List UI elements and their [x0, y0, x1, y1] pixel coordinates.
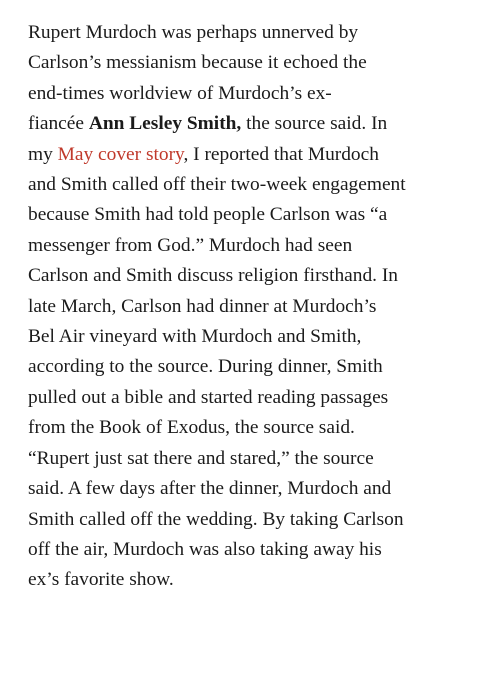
article-line: because Smith had told people Carlson was “a	[28, 204, 388, 226]
article-line: Smith called off the wedding. By taking Carlson	[28, 508, 404, 530]
article-text: the source said. In	[241, 113, 388, 135]
article-line: said. A few days after the dinner, Murdoch and	[28, 478, 392, 500]
article-line: Bel Air vineyard with Murdoch and Smith,	[28, 326, 362, 348]
article-line: according to the source. During dinner, Smith	[28, 356, 383, 378]
article-line: Carlson’s messianism because it echoed the	[28, 52, 367, 74]
article-line: ex’s favorite show.	[28, 569, 174, 591]
article-line: Rupert Murdoch was perhaps unnerved by	[28, 22, 359, 43]
may-cover-story-link[interactable]: May cover story	[57, 143, 184, 165]
article-text: my	[28, 143, 58, 165]
article-line	[28, 140, 467, 170]
article-line: pulled out a bible and started reading passages	[28, 386, 389, 408]
article-line: from the Book of Exodus, the source said.	[28, 417, 355, 439]
article-line: off the air, Murdoch was also taking away his	[28, 538, 382, 560]
article-line	[28, 109, 467, 139]
article-line: “Rupert just sat there and stared,” the source	[28, 447, 374, 469]
person-name-bold: Ann Lesley Smith,	[88, 113, 242, 135]
article-line: and Smith called off their two-week engagement	[28, 174, 406, 196]
article-line: end-times worldview of Murdoch’s ex-	[28, 82, 332, 104]
article-line: late March, Carlson had dinner at Murdoch’s	[28, 295, 377, 317]
article-text: fiancée	[28, 113, 89, 135]
article-line: Carlson and Smith discuss religion firsthand. In	[28, 265, 399, 287]
article-text: , I reported that Murdoch	[183, 143, 379, 165]
article-line: messenger from God.” Murdoch had seen	[28, 234, 353, 256]
